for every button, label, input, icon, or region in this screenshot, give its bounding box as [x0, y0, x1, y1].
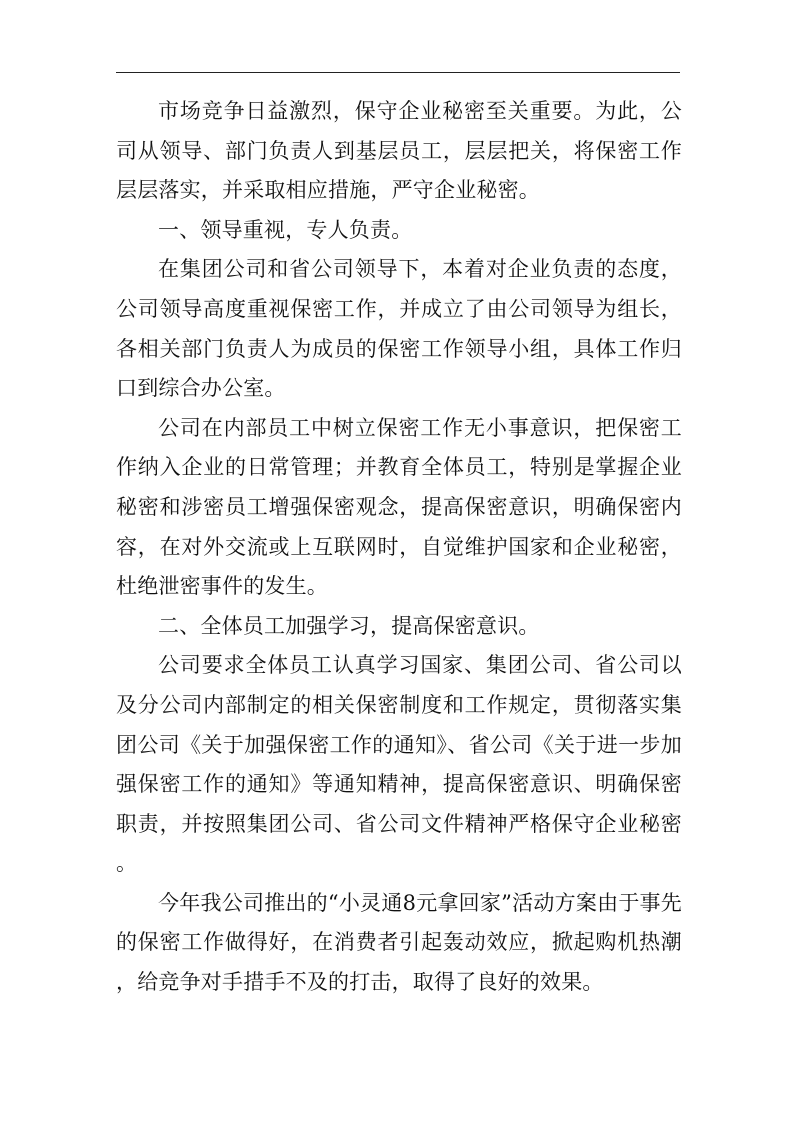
paragraph-study: 公司要求全体员工认真学习国家、集团公司、省公司以及分公司内部制定的相关保密制度和工作规定，贯彻落实集团公司《关于加强保密工作的通知》、省公司《关于进一步加强保密工作的通知》等通知精神，提高保密意识、明确保密职责，并按照集团公司、省公司文件精神严格保守企业秘密。: [116, 653, 682, 876]
header-rule: [116, 72, 680, 73]
document-body: [116, 92, 682, 1003]
paragraph-intro: 市场竞争日益激烈，保守企业秘密至关重要。为此，公司从领导、部门负责人到基层员工，层层把关，将保密工作层层落实，并采取相应措施，严守企业秘密。: [116, 99, 682, 203]
paragraph-awareness: 公司在内部员工中树立保密工作无小事意识，把保密工作纳入企业的日常管理；并教育全体员工，特别是掌握企业秘密和涉密员工增强保密观念，提高保密意识，明确保密内容，在对外交流或上互联网时，自觉维护国家和企业秘密，杜绝泄密事件的发生。: [116, 415, 682, 599]
paragraph-campaign: 今年我公司推出的“小灵通8元拿回家”活动方案由于事先的保密工作做得好，在消费者引起轰动效应，掀起购机热潮，给竞争对手措手不及的打击，取得了良好的效果。: [116, 890, 682, 995]
paragraph-leadership: 在集团公司和省公司领导下，本着对企业负责的态度，公司领导高度重视保密工作，并成立了由公司领导为组长，各相关部门负责人为成员的保密工作领导小组，具体工作归口到综合办公室。: [116, 257, 682, 401]
section-heading-1: 一、领导重视，专人负责。: [158, 217, 413, 242]
section-heading-2: 二、全体员工加强学习，提高保密意识。: [158, 613, 540, 638]
